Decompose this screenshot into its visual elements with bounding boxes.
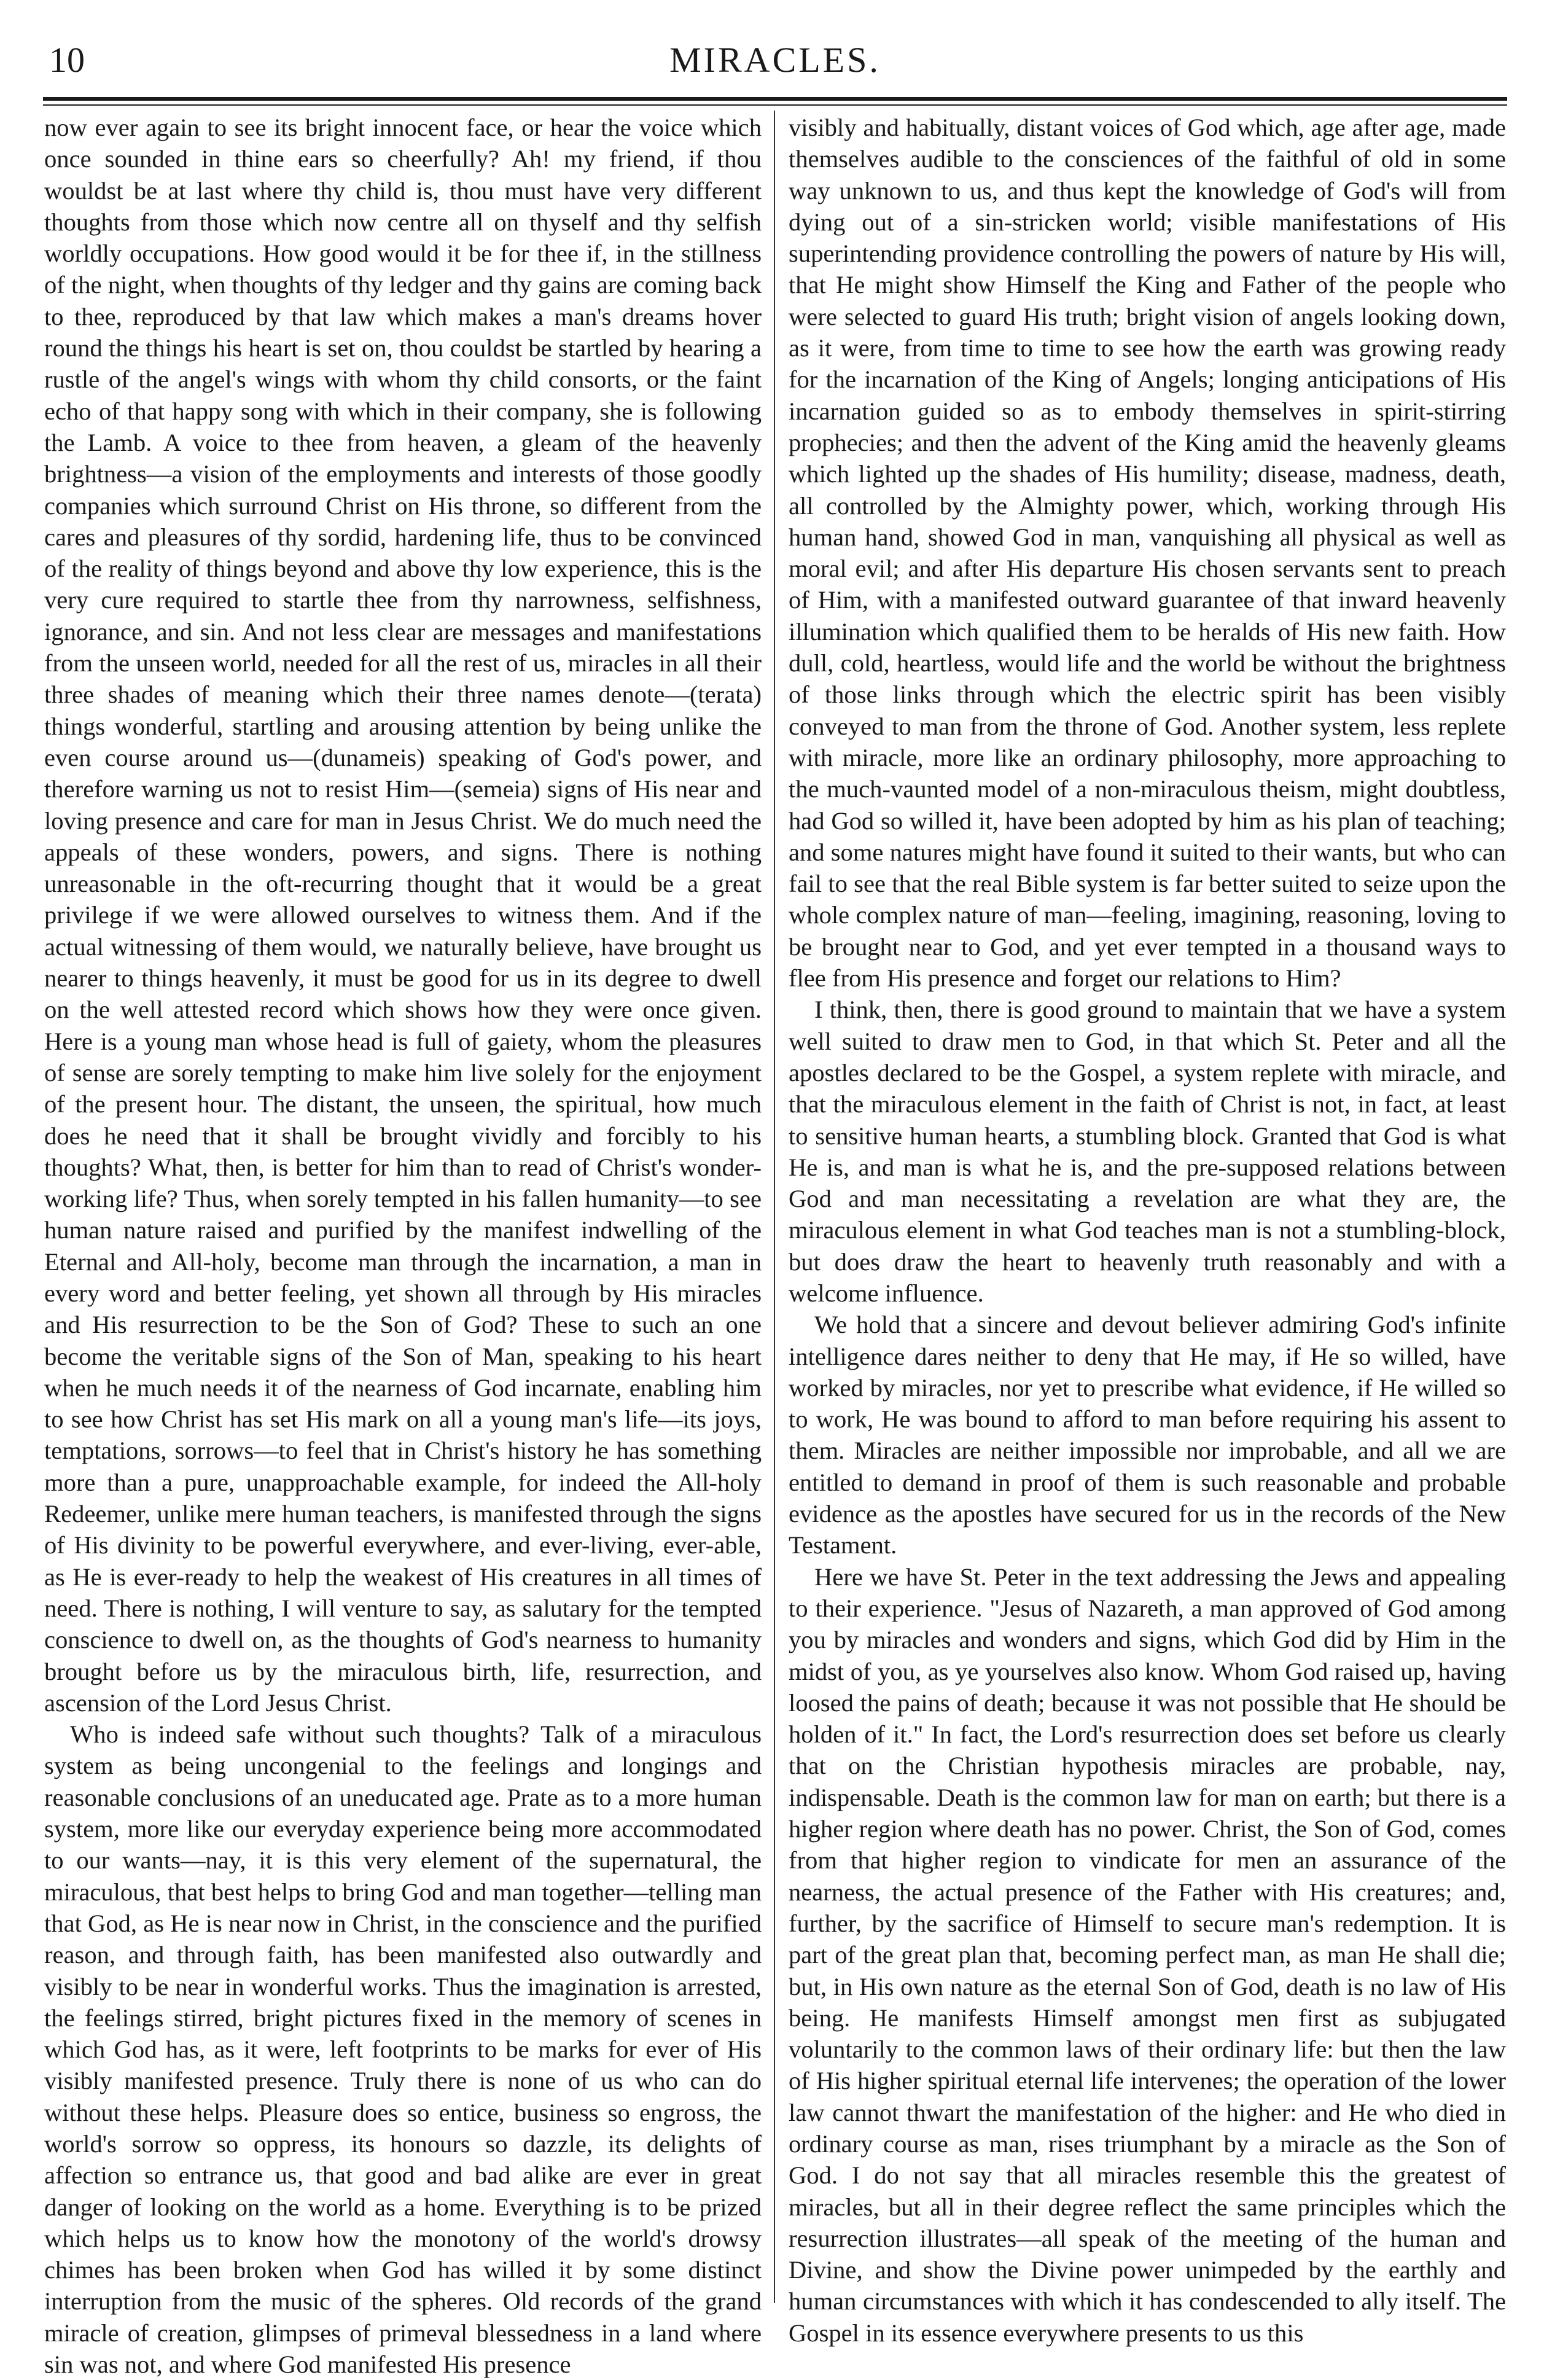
right-column (789, 112, 1506, 2347)
page-header (43, 29, 1507, 97)
header-rule-thin (43, 104, 1507, 106)
paragraph: I think, then, there is good ground to maintain that we have a system well suited to draw men to God, in that which St. Peter and all the apostles declared to be the Gospel, a system replete with miracle, and that the miraculous element in the faith of Christ is not, in fact, at least to sensitive human hearts, a stumbling block. Granted that God is what He is, and man is what he is, and the pre-supposed relations between God and man necessitating a revelation are what they are, the miraculous element in what God teaches man is not a stumbling-block, but does draw the heart to heavenly truth reasonably and with a welcome influence. (789, 996, 1506, 1307)
paragraph: Here we have St. Peter in the text addressing the Jews and appealing to their experience. "Jesus of Nazareth, a man approved of God among you by miracles and wonders and signs, which God did by Him in the midst of you, as ye yourselves also know. Whom God raised up, having loosed the pains of death; because it was not possible that He should be holden of it." In fact, the Lord's resurrection does set before us clearly that on the Christian hypothesis miracles are probable, nay, indispensable. Death is the common law for man on earth; but there is a higher region where death has no power. Christ, the Son of God, comes from that higher region to vindicate for men an assurance of the nearness, the actual presence of the Father with His creatures; and, further, by the sacrifice of Himself to secure man's redemption. It is part of the great plan that, becoming perfect man, as man He shall die; but, in His own nature as the eternal Son of God, death is no law of His being. He manifests Himself amongst men first as subjugated voluntarily to the common laws of their ordinary life: but then the law of His higher spiritual eternal life intervenes; the operation of the lower law cannot thwart the manifestation of the higher: and He who died in ordinary course as man, rises triumphant by a miracle as the Son of God. I do not say that all miracles resemble this the greatest of miracles, but all in their degree reflect the same principles which the resurrection illustrates—all speak of the meeting of the human and Divine, and show the Divine power unimpeded by the earthly and human circumstances with which it has condescended to ally itself. The Gospel in its essence everywhere presents to us this (789, 1563, 1506, 2347)
running-title: MIRACLES. (669, 40, 881, 80)
left-column (44, 112, 762, 2379)
page-number: 10 (49, 40, 85, 80)
header-rule-thick (43, 97, 1507, 101)
paragraph: visibly and habitually, distant voices of God which, age after age, made themselves audible to the consciences of the faithful of old in some way unknown to us, and thus kept the knowledge of God's will from dying out of a sin-stricken world; visible manifestations of His superintending providence controlling the powers of nature by His will, that He might show Himself the King and Father of the people who were selected to guard His truth; bright vision of angels looking down, as it were, from time to time to see how the earth was growing ready for the incarnation of the King of Angels; longing anticipations of His incarnation guided so as to embody themselves in spirit-stirring prophecies; and then the advent of the King amid the heavenly gleams which lighted up the shades of His humility; disease, madness, death, all controlled by the Almighty power, which, working through His human hand, showed God in man, vanquishing all physical as well as moral evil; and after His departure His chosen servants sent to preach of Him, with a manifested outward guarantee of that inward heavenly illumination which qualified them to be heralds of His new faith. How dull, cold, heartless, would life and the world be without the brightness of those links through which the electric spirit has been visibly conveyed to man from the throne of God. Another system, less replete with miracle, more like an ordinary philosophy, more approaching to the much-vaunted model of a non-miraculous theism, might doubtless, had God so willed it, have been adopted by him as his plan of teaching; and some natures might have found it suited to their wants, but who can fail to see that the real Bible system is far better suited to seize upon the whole complex nature of man—feeling, imagining, reasoning, loving to be brought near to God, and yet ever tempted in a thousand ways to flee from His presence and forget our relations to Him? (789, 114, 1506, 993)
paragraph: Who is indeed safe without such thoughts? Talk of a miraculous system as being uncongenial to the feelings and longings and reasonable conclusions of an uneducated age. Prate as to a more human system, more like our everyday experience being more accommodated to our wants—nay, it is this very element of the supernatural, the miraculous, that best helps to bring God and man together—telling man that God, as He is near now in Christ, in the conscience and the purified reason, and through faith, has been manifested also outwardly and visibly to be near in wonderful works. Thus the imagination is arrested, the feelings stirred, bright pictures fixed in the memory of scenes in which God has, as it were, left footprints to be marks for ever of His visibly manifested presence. Truly there is none of us who can do without these helps. Pleasure does so entice, business so engross, the world's sorrow so oppress, its honours so dazzle, its delights of affection so entrance us, that good and bad alike are ever in great danger of looking on the world as a home. Everything is to be prized which helps us to know how the monotony of the world's drowsy chimes has been broken when God has willed it by some distinct interruption from the music of the spheres. Old records of the grand miracle of creation, glimpses of primeval blessedness in a land where sin was not, and where God manifested His presence (44, 1720, 762, 2379)
column-divider (774, 111, 775, 2303)
paragraph: We hold that a sincere and devout believer admiring God's infinite intelligence dares neither to deny that He may, if He so willed, have worked by miracles, nor yet to prescribe what evidence, if He willed so to work, He was bound to afford to man before requiring his assent to them. Miracles are neither impossible nor improbable, and all we are entitled to demand in proof of them is such reasonable and probable evidence as the apostles have secured for us in the records of the New Testament. (789, 1311, 1506, 1559)
paragraph: now ever again to see its bright innocent face, or hear the voice which once sounded in thine ears so cheerfully? Ah! my friend, if thou wouldst be at last where thy child is, thou must have very different thoughts from those which now centre all on thyself and thy selfish worldly occupations. How good would it be for thee if, in the stillness of the night, when thoughts of thy ledger and thy gains are coming back to thee, reproduced by that law which makes a man's dreams hover round the things his heart is set on, thou couldst be startled by hearing a rustle of the angel's wings with whom thy child consorts, or the faint echo of that happy song with which in their company, she is following the Lamb. A voice to thee from heaven, a gleam of the heavenly brightness—a vision of the employments and interests of those goodly companies which surround Christ on His throne, so different from the cares and pleasures of thy sordid, hardening life, thus to be convinced of the reality of things beyond and above thy low experience, this is the very cure required to startle thee from thy narrowness, selfishness, ignorance, and sin. And not less clear are messages and manifestations from the unseen world, needed for all the rest of us, miracles in all their three shades of meaning which their three names denote—(terata) things wonderful, startling and arousing attention by being unlike the even course around us—(dunameis) speaking of God's power, and therefore warning us not to resist Him—(semeia) signs of His near and loving presence and care for man in Jesus Christ. We do much need the appeals of these wonders, powers, and signs. There is nothing unreasonable in the oft-recurring thought that it would be a great privilege if we were allowed ourselves to witness them. And if the actual witnessing of them would, we naturally believe, have brought us nearer to things heavenly, it must be good for us in its degree to dwell on the well attested record which shows how they were once given. Here is a young man whose head is full of gaiety, whom the pleasures of sense are sorely tempting to make him live solely for the enjoyment of the present hour. The distant, the unseen, the spiritual, how much does he need that it shall be brought vividly and forcibly to his thoughts? What, then, is better for him than to read of Christ's wonder-working life? Thus, when sorely tempted in his fallen humanity—to see human nature raised and purified by the manifest indwelling of the Eternal and All-holy, become man through the incarnation, a man in every word and better feeling, yet shown all through by His miracles and His resurrection to be the Son of God? These to such an one become the veritable signs of the Son of Man, speaking to his heart when he much needs it of the nearness of God incarnate, enabling him to see how Christ has set His mark on all a young man's life—its joys, temptations, sorrows—to feel that in Christ's history he has something more than a pure, unapproachable example, for indeed the All-holy Redeemer, unlike mere human teachers, is manifested through the signs of His divinity to be powerful everywhere, and ever-living, ever-able, as He is ever-ready to help the weakest of His creatures in all times of need. There is nothing, I will venture to say, as salutary for the tempted conscience to dwell on, as the thoughts of God's nearness to humanity brought before us by the miraculous birth, life, resurrection, and ascension of the Lord Jesus Christ. (44, 114, 762, 1717)
